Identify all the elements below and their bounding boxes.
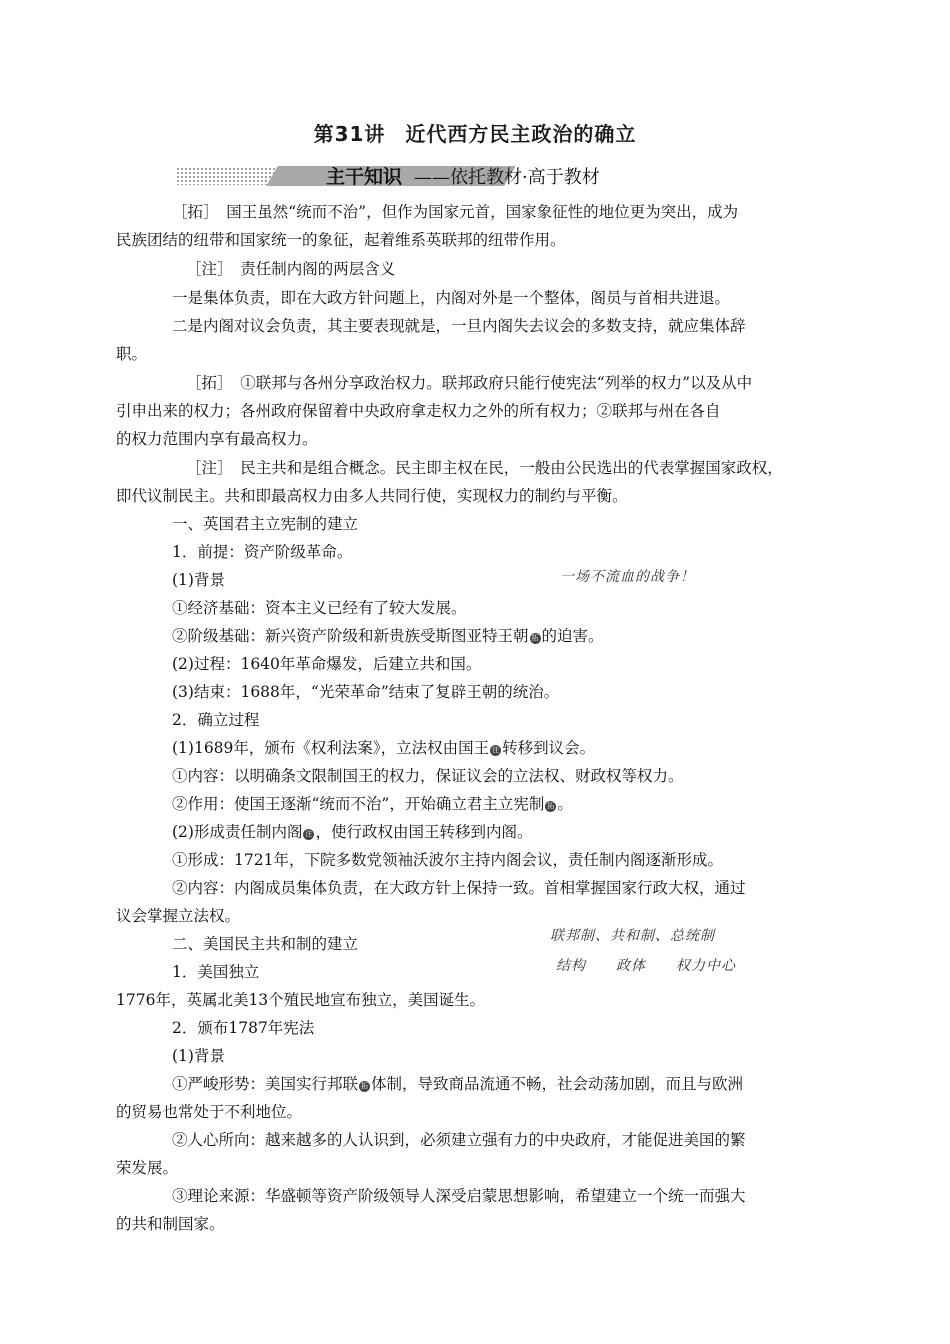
para-line: (1)背景 bbox=[172, 1047, 225, 1065]
para-line: 1776年，英属北美13个殖民地宣布独立，美国诞生。 bbox=[116, 991, 486, 1009]
para-line: 民族团结的纽带和国家统一的象征，起着维系英联邦的纽带作用。 bbox=[116, 231, 566, 249]
para-line: ［拓］ ①联邦与各州分享政治权力。联邦政府只能行使宪法“列举的权力”以及从中 bbox=[186, 374, 753, 392]
handwritten-note: 一场不流血的战争！ bbox=[560, 569, 695, 585]
para-line: ②内容：内阁成员集体负责，在大政方针上保持一致。首相掌握国家行政大权，通过 bbox=[172, 879, 746, 897]
para-line: ①内容：以明确条文限制国王的权力，保证议会的立法权、财政权等权力。 bbox=[172, 767, 684, 785]
handwritten-note: 联邦制、共和制、总统制 bbox=[550, 928, 715, 944]
lecture-title: 近代西方民主政治的确立 bbox=[405, 122, 637, 146]
section-heading: 二、美国民主共和制的建立 bbox=[172, 935, 359, 953]
para-line: 二是内阁对议会负责，其主要表现就是，一旦内阁失去议会的多数支持，就应集体辞 bbox=[172, 317, 746, 335]
note-marker-icon: 拓 bbox=[547, 802, 555, 810]
para-line: ②阶级基础：新兴资产阶级和新贵族受斯图亚特王朝 拓 的迫害。 bbox=[172, 627, 604, 645]
para-line: 的权力范围内享有最高权力。 bbox=[116, 430, 318, 448]
para-line: (3)结束：1688年，“光荣革命”结束了复辟王朝的统治。 bbox=[172, 683, 560, 701]
para-line: (1)1689年，颁布《权利法案》，立法权由国王 注 转移到议会。 bbox=[172, 739, 596, 757]
handwritten-note: 结构 政体 权力中心 bbox=[556, 958, 736, 974]
note-marker-icon: 注 bbox=[305, 830, 313, 838]
lecture-number: 第31讲 bbox=[313, 122, 386, 146]
para-line: 议会掌握立法权。 bbox=[116, 907, 241, 925]
para-line: 职。 bbox=[116, 345, 148, 363]
para-line: (1)背景 bbox=[172, 571, 225, 589]
banner-heading: 主干知识 bbox=[326, 166, 403, 188]
para-line: ②作用：使国王逐渐“统而不治”，开始确立君主立宪制 拓 。 bbox=[172, 795, 573, 813]
section-banner bbox=[176, 164, 776, 190]
note-marker-icon: 注 bbox=[492, 746, 500, 754]
para-line: ①经济基础：资本主义已经有了较大发展。 bbox=[172, 599, 467, 617]
banner-subheading: ——依托教材·高于教材 bbox=[414, 167, 600, 188]
para-line: 1．前提：资产阶级革命。 bbox=[172, 543, 353, 561]
para-line: 的贸易也常处于不利地位。 bbox=[116, 1103, 303, 1121]
para-line: 引申出来的权力；各州政府保留着中央政府拿走权力之外的所有权力；②联邦与州在各自 bbox=[116, 402, 721, 420]
para-line: ［拓］ 国王虽然“统而不治”，但作为国家元首，国家象征性的地位更为突出，成为 bbox=[172, 203, 739, 221]
para-line: ③理论来源：华盛顿等资产阶级领导人深受启蒙思想影响，希望建立一个统一而强大 bbox=[172, 1187, 746, 1205]
para-line: 即代议制民主。共和即最高权力由多人共同行使，实现权力的制约与平衡。 bbox=[116, 487, 628, 505]
para-line: ②人心所向：越来越多的人认识到，必须建立强有力的中央政府，才能促进美国的繁 bbox=[172, 1131, 746, 1149]
para-line: 1．美国独立 bbox=[172, 963, 260, 981]
para-line: 的共和制国家。 bbox=[116, 1215, 225, 1233]
para-line: 一是集体负责，即在大政方针问题上，内阁对外是一个整体，阁员与首相共进退。 bbox=[172, 289, 731, 307]
page-title bbox=[0, 118, 950, 147]
para-line: 2．确立过程 bbox=[172, 711, 260, 729]
para-line: 2．颁布1787年宪法 bbox=[172, 1019, 315, 1037]
para-line: (2)形成责任制内阁 注 ，使行政权由国王转移到内阁。 bbox=[172, 823, 533, 841]
section-heading: 一、英国君主立宪制的建立 bbox=[172, 515, 359, 533]
note-marker-icon: 拓 bbox=[531, 634, 539, 642]
para-line: ①形成：1721年，下院多数党领袖沃波尔主持内阁会议，责任制内阁逐渐形成。 bbox=[172, 851, 723, 869]
para-line: ［注］ 责任制内阁的两层含义 bbox=[186, 260, 396, 278]
para-line: ①严峻形势：美国实行邦联 拓 体制，导致商品流通不畅，社会动荡加剧，而且与欧洲 bbox=[172, 1075, 744, 1093]
para-line: (2)过程：1640年革命爆发，后建立共和国。 bbox=[172, 655, 482, 673]
note-marker-icon: 拓 bbox=[361, 1082, 369, 1090]
para-line: 荣发展。 bbox=[116, 1159, 179, 1177]
banner-dots bbox=[176, 167, 276, 185]
para-line: ［注］ 民主共和是组合概念。民主即主权在民，一般由公民选出的代表掌握国家政权， bbox=[186, 459, 783, 477]
